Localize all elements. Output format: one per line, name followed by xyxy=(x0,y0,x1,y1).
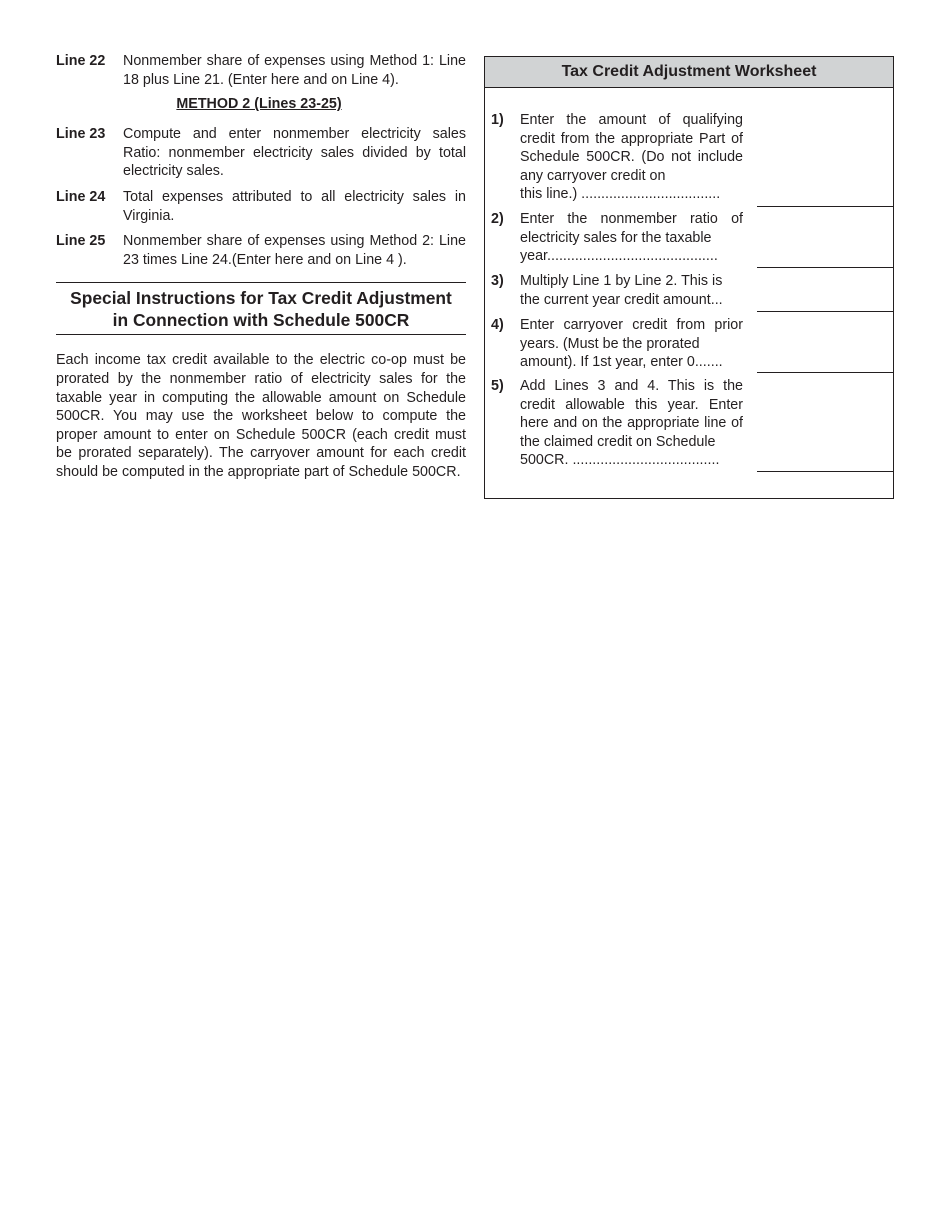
line-22 xyxy=(56,52,466,89)
item-leader: the current year credit amount... xyxy=(520,291,723,308)
item-1-entry-line[interactable] xyxy=(757,206,893,207)
tax-credit-adjustment-worksheet xyxy=(484,56,894,499)
line-description: Compute and enter nonmember electricity sales Ratio: nonmember electricity sales divided by total electricity sales. xyxy=(123,126,466,180)
item-number: 3) xyxy=(491,273,504,289)
item-5-entry-line[interactable] xyxy=(757,471,893,472)
special-instructions-title xyxy=(56,287,466,331)
line-23 xyxy=(56,125,466,181)
item-text: Enter the amount of qualifying credit from the appropriate Part of Schedule 500CR. (Do not include any carryover credit on this line.) ................................... xyxy=(520,112,743,203)
line-label: Line 22 xyxy=(56,53,106,69)
item-number: 5) xyxy=(491,378,504,394)
item-2-entry-line[interactable] xyxy=(757,267,893,268)
line-25 xyxy=(56,232,466,269)
title-line-1: Special Instructions for Tax Credit Adjustment xyxy=(70,288,452,309)
item-leader: year........................................... xyxy=(520,248,718,265)
item-3-entry-line[interactable] xyxy=(757,311,893,312)
item-leader: this line.) ................................... xyxy=(520,186,721,203)
line-24 xyxy=(56,188,466,225)
title-line-2: in Connection with Schedule 500CR xyxy=(112,310,410,331)
line-label: Line 25 xyxy=(56,233,106,250)
item-number: 4) xyxy=(491,317,504,333)
item-number: 1) xyxy=(491,112,504,128)
item-leader: amount). If 1st year, enter 0....... xyxy=(520,354,723,371)
item-text: Enter the nonmember ratio of electricity sales for the taxable year........................................... xyxy=(520,211,743,265)
instructions-column xyxy=(56,52,466,482)
worksheet-title: Tax Credit Adjustment Worksheet xyxy=(485,57,893,88)
item-text: Multiply Line 1 by Line 2. This is the current year credit amount... xyxy=(520,272,743,309)
item-number: 2) xyxy=(491,211,504,227)
special-instructions-body: Each income tax credit available to the electric co-op must be prorated by the nonmember ratio of electricity sales for the taxable year in computing the allowable amount on Schedule 500CR. You may use the worksheet below to compute the proper amount to enter on Schedule 500CR (each credit must be prorated separately). The carryover amount for each credit should be computed in the appropriate part of Schedule 500CR. xyxy=(56,352,466,480)
line-label: Line 23 xyxy=(56,126,106,143)
special-instructions-heading xyxy=(56,282,466,335)
item-leader: 500CR. ..................................... xyxy=(520,452,720,469)
item-text: Enter carryover credit from prior years. (Must be the prorated amount). If 1st year, enter 0....... xyxy=(520,317,743,371)
line-description: Total expenses attributed to all electricity sales in Virginia. xyxy=(123,188,466,224)
line-description: Nonmember share of expenses using Method 2: Line 23 times Line 24.(Enter here and on Line 4 ). xyxy=(123,233,466,268)
item-text: Add Lines 3 and 4. This is the credit allowable this year. Enter here and on the appropriate line of the claimed credit on Schedule 500CR. ..................................... xyxy=(520,378,743,469)
line-label: Line 24 xyxy=(56,188,106,205)
line-description: Nonmember share of expenses using Method 1: Line 18 plus Line 21. (Enter here and on Line 4). xyxy=(123,53,466,88)
method-2-heading: METHOD 2 (Lines 23-25) xyxy=(176,96,342,113)
item-4-entry-line[interactable] xyxy=(757,372,893,373)
